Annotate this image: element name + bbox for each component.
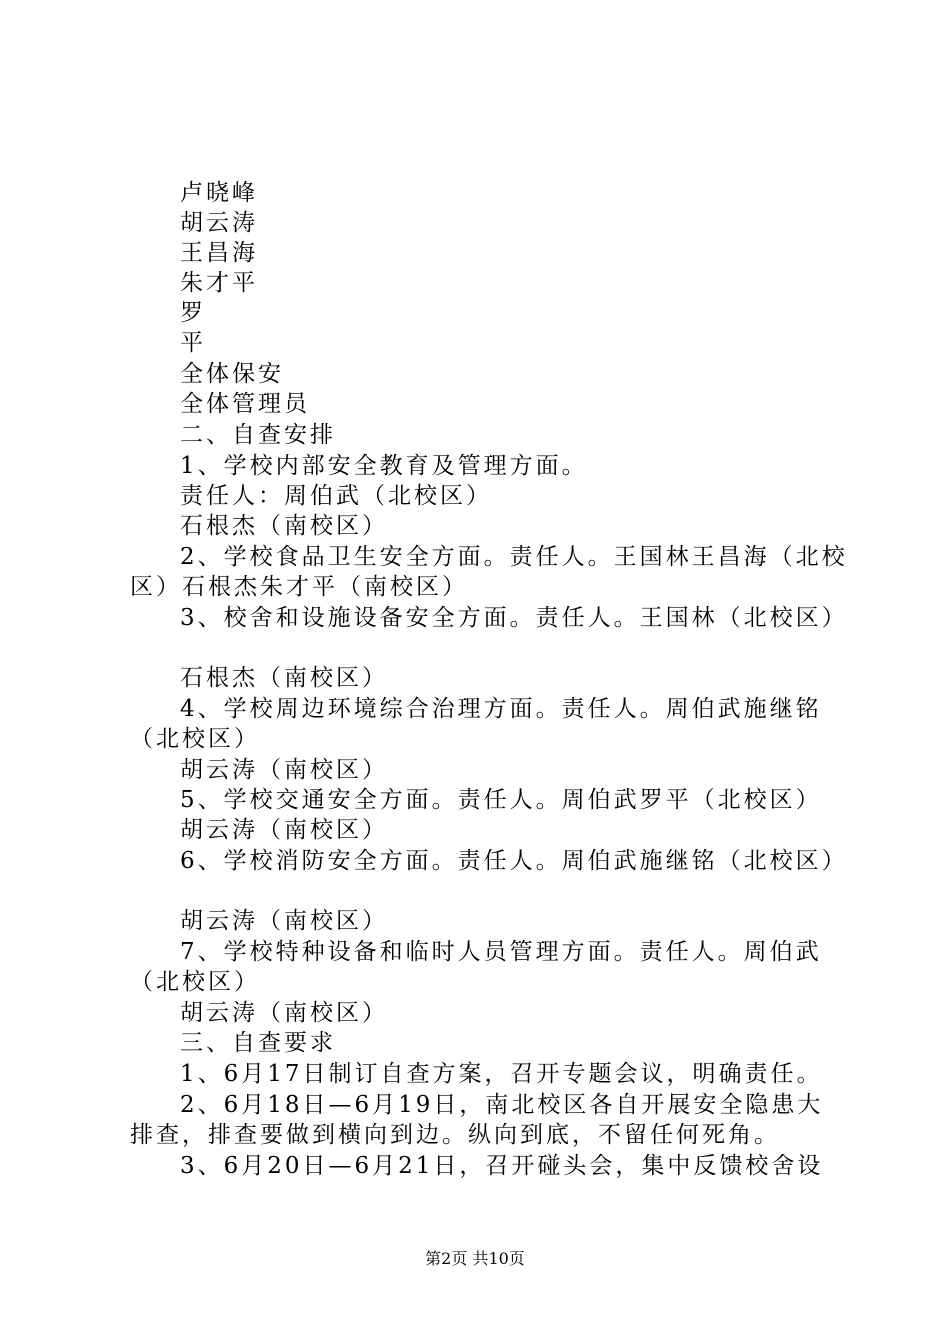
text-line: 7、学校特种设备和临时人员管理方面。责任人。周伯武 [180,939,822,965]
text-line: 排查，排查要做到横向到边。纵向到底，不留任何死角。 [130,1122,780,1148]
text-line: 胡云涛（南校区） [180,908,388,934]
text-line: 责任人：周伯武（北校区） [180,483,492,509]
text-line: 2、学校食品卫生安全方面。责任人。王国林王昌海（北校 [180,544,848,570]
text-line: 罗 [180,300,206,326]
text-line: 胡云涛 [180,210,258,236]
text-line: 4、学校周边环境综合治理方面。责任人。周伯武施继铭 [180,696,822,722]
section-heading: 三、自查要求 [180,1030,336,1056]
text-line: 6、学校消防安全方面。责任人。周伯武施继铭（北校区） [180,848,848,874]
section-heading: 二、自查安排 [180,422,336,448]
text-line: 2、6月18日—6月19日，南北校区各自开展安全隐患大 [180,1092,824,1118]
text-line: 1、6月17日制订自查方案，召开专题会议，明确责任。 [180,1061,823,1087]
page-footer: 第2页 共10页 [425,1249,525,1268]
text-line: 全体管理员 [180,391,310,417]
text-line: 区）石根杰朱才平（南校区） [130,574,468,600]
text-line: 朱才平 [180,270,258,296]
text-line: 平 [180,330,206,356]
text-line: 石根杰（南校区） [180,665,388,691]
text-line: 卢晓峰 [180,180,258,206]
text-line: 石根杰（南校区） [180,513,388,539]
text-line: 胡云涛（南校区） [180,757,388,783]
text-line: 1、学校内部安全教育及管理方面。 [180,453,588,479]
text-line: （北校区） [130,969,260,995]
text-line: 5、学校交通安全方面。责任人。周伯武罗平（北校区） [180,787,822,813]
text-line: 胡云涛（南校区） [180,1000,388,1026]
text-line: 3、校舍和设施设备安全方面。责任人。王国林（北校区） [180,605,848,631]
text-line: 全体保安 [180,361,284,387]
text-line: 王昌海 [180,240,258,266]
text-line: 胡云涛（南校区） [180,817,388,843]
text-line: 3、6月20日—6月21日，召开碰头会，集中反馈校舍设 [180,1153,824,1179]
text-line: （北校区） [130,726,260,752]
